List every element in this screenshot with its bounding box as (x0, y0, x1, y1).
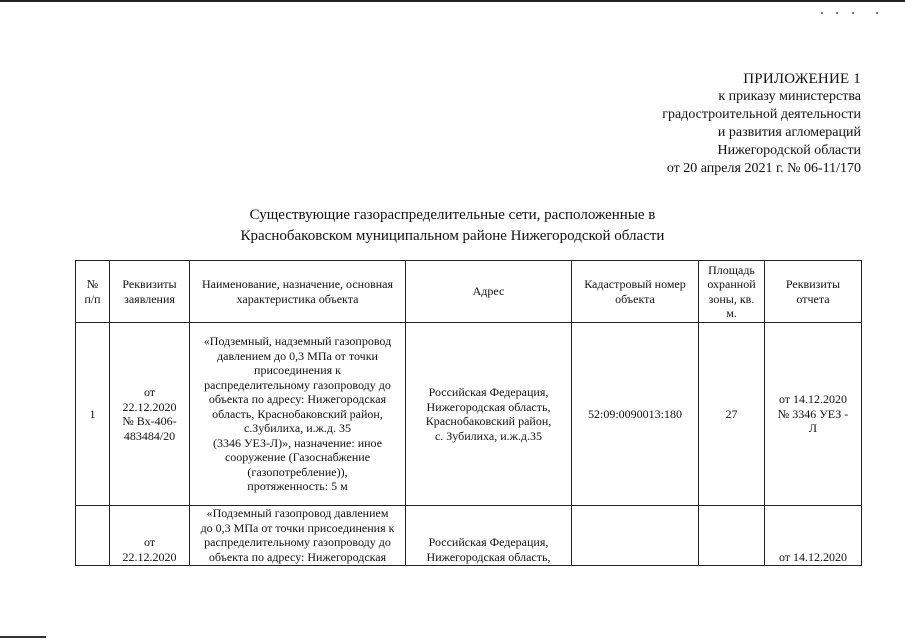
scan-top-border (0, 0, 905, 2)
cell-cadastral: 52:09:0090013:180 (572, 323, 699, 506)
appendix-line: градостроительной деятельности (662, 107, 861, 122)
header-protected-zone-area: Площадь охранной зоны, кв. м. (699, 261, 765, 323)
object-line: объекта по адресу: Нижегородская (208, 392, 387, 407)
object-line: распределительному газопроводу до (204, 535, 391, 549)
cell-object (190, 506, 406, 566)
object-line: давлением до 0,3 МПа от точки (217, 348, 378, 363)
scan-bottom-mark (0, 636, 46, 638)
object-line: «Подземный газопровод давлением (206, 506, 389, 520)
scan-speck (821, 12, 823, 14)
cell-area: 27 (699, 323, 765, 506)
object-line: «Подземный, надземный газопровод (203, 334, 392, 349)
header-number: № п/п (76, 261, 110, 323)
object-line: протяженность: 5 м (247, 479, 348, 494)
scan-specks (0, 12, 905, 20)
cell-application: от 22.12.2020 № Вх-406- 483484/20 (110, 323, 190, 506)
object-line: сооружение (Газоснабжение (224, 450, 371, 465)
cell-address: Российская Федерация, Нижегородская область, Краснобаковский район, с. Зубилиха, и.ж.д.35 (406, 323, 572, 506)
cell-object (190, 323, 406, 506)
cell-application: от 22.12.2020 (110, 506, 190, 566)
header-object-description: Наименование, назначение, основная характеристика объекта (190, 261, 406, 323)
appendix-line: и развития агломераций (717, 125, 861, 140)
object-line: (3346 УЕЗ-Л)», назначение: иное (212, 435, 383, 450)
header-application-details: Реквизиты заявления (110, 261, 190, 323)
cell-number (76, 506, 110, 566)
scan-speck (876, 12, 878, 14)
cell-report: от 14.12.2020 № 3346 УЕЗ - Л (765, 323, 862, 506)
object-line: распределительному газопроводу до (204, 377, 391, 392)
appendix-line: к приказу министерства (718, 89, 861, 104)
object-line: (газопотребление)), (247, 464, 348, 479)
object-line: область, Краснобаковский район, (212, 406, 383, 421)
cell-address: Российская Федерация, Нижегородская область, (406, 506, 572, 566)
header-cadastral-number: Кадастровый номер объекта (572, 261, 699, 323)
appendix-title: ПРИЛОЖЕНИЕ 1 (743, 71, 861, 87)
object-line: объекта по адресу: Нижегородская (208, 549, 387, 564)
document-title (0, 205, 905, 247)
cell-report: от 14.12.2020 (765, 506, 862, 566)
scan-speck (836, 12, 838, 14)
appendix-block (662, 70, 861, 178)
cell-number: 1 (76, 323, 110, 506)
gas-networks-table (75, 260, 862, 566)
appendix-line: Нижегородской области (717, 143, 861, 158)
cell-cadastral (572, 506, 699, 566)
table-row (76, 323, 862, 506)
document-title-line-2: Краснобаковском муниципальном районе Нижегородской области (240, 228, 665, 244)
table-header-row (76, 261, 862, 323)
table-row (76, 506, 862, 566)
header-report-details: Реквизиты отчета (765, 261, 862, 323)
object-line: присоединения к (254, 363, 341, 378)
object-line: с.Зубилиха, и.ж.д. 35 (243, 421, 352, 436)
cell-area (699, 506, 765, 566)
scan-speck (852, 12, 854, 14)
document-title-line-1: Существующие газораспределительные сети, расположенные в (249, 207, 656, 223)
header-address: Адрес (406, 261, 572, 323)
appendix-line: от 20 апреля 2021 г. № 06-11/170 (666, 161, 861, 176)
object-line: до 0,3 МПа от точки присоединения к (200, 520, 395, 535)
